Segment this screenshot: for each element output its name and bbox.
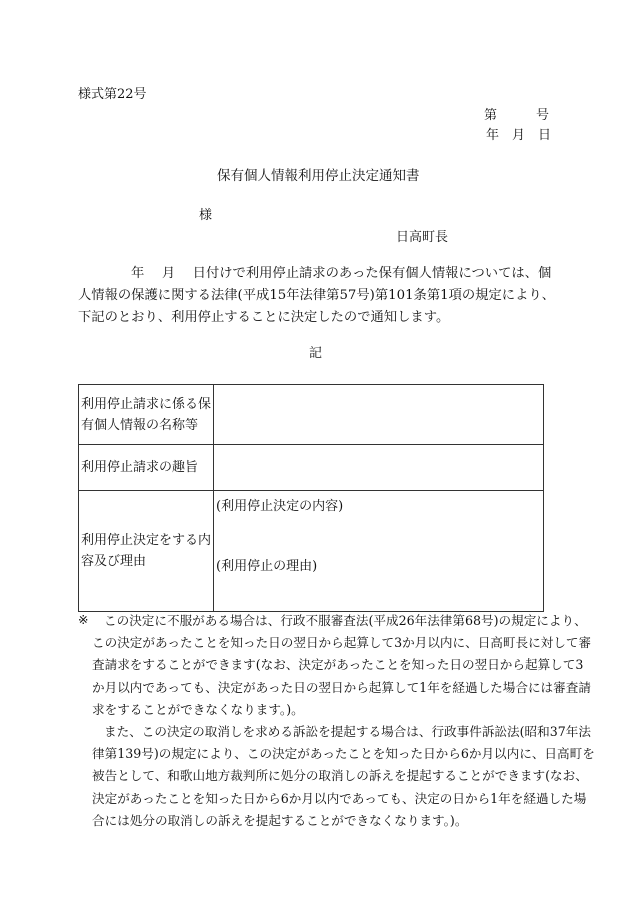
note-line: 求をすることができなくなります。)。 — [92, 701, 304, 717]
form-number: 様式第22号 — [78, 87, 147, 102]
note-mark: ※ — [78, 612, 89, 627]
note-line: この決定に不服がある場合は、行政不服審査法(平成26年法律第68号)の規定により、 — [104, 613, 587, 628]
label-line: 容及び理由 — [81, 554, 147, 569]
note-line: か月以内であっても、決定があった日の翌日から起算して1年を経過した場合には審査請 — [92, 679, 591, 695]
row-label-request-purpose: 利用停止請求の趣旨 — [79, 445, 214, 491]
doc-number-prefix: 第 — [484, 108, 498, 123]
ki-heading: 記 — [309, 346, 323, 361]
date-month: 月 — [512, 128, 526, 143]
request-purpose-field — [214, 445, 544, 491]
table-row — [79, 491, 544, 612]
note-line: 合には処分の取消しの訴えを提起することができなくなります。)。 — [92, 812, 468, 828]
intro-paragraph — [78, 263, 555, 329]
row-label-decision — [79, 491, 214, 612]
decision-field — [214, 491, 544, 612]
intro-line: 下記のとおり、利用停止することに決定したので通知します。 — [78, 310, 450, 325]
note-line: また、この決定の取消しを求める訴訟を提起する場合は、行政事件訴訟法(昭和37年法 — [104, 724, 591, 740]
sender-name: 日高町長 — [396, 230, 449, 245]
table-row — [79, 385, 544, 445]
label-line: 利用停止請求に係る保 — [81, 396, 212, 412]
doc-number-suffix: 号 — [536, 108, 550, 123]
request-target-field — [214, 385, 544, 445]
addressee-suffix: 様 — [199, 208, 213, 223]
intro-line: 人情報の保護に関する法律(平成15年法律第57号)第101条第1項の規定により、 — [78, 288, 555, 303]
decision-reason-label: (利用停止の理由) — [216, 559, 318, 574]
intro-line: 年 月 日付けで利用停止請求のあった保有個人情報については、個 — [131, 266, 552, 281]
note-line: 決定があったことを知った日から6か月以内であっても、決定の日から1年を経過した場 — [92, 790, 587, 806]
date-year: 年 — [486, 128, 500, 143]
notes — [78, 610, 595, 832]
decision-content-label: (利用停止決定の内容) — [216, 499, 344, 514]
date-day: 日 — [538, 128, 552, 143]
note-line: 査請求をすることができます(なお、決定があったことを知った日の翌日から起算して3 — [92, 657, 584, 673]
note-line: 律第139号)の規定により、この決定があったことを知った日から6か月以内に、日高町を — [92, 746, 595, 762]
note-line: この決定があったことを知った日の翌日から起算して3か月以内に、日高町長に対して審 — [92, 635, 592, 651]
document-title: 保有個人情報利用停止決定通知書 — [217, 168, 420, 184]
table-row — [79, 445, 544, 491]
label-line: 有個人情報の名称等 — [81, 417, 199, 433]
label-line: 利用停止決定をする内 — [81, 533, 212, 548]
row-label-request-target — [79, 385, 214, 445]
decision-table — [78, 384, 544, 612]
note-line: 被告として、和歌山地方裁判所に処分の取消しの訴えを提起することができます(なお、 — [92, 768, 588, 784]
